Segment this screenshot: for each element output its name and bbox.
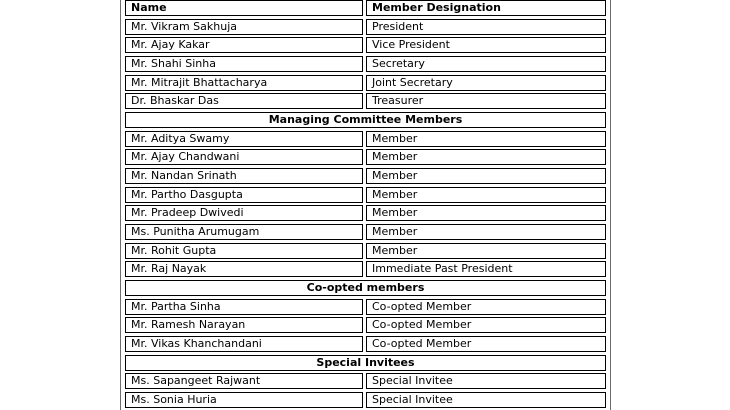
- member-designation: Member: [366, 168, 606, 184]
- member-designation: Vice President: [366, 37, 606, 53]
- member-name: Mr. Shahi Sinha: [125, 56, 363, 72]
- section-title-special: Special Invitees: [125, 355, 606, 371]
- table-row: [125, 299, 606, 315]
- member-table: [120, 0, 611, 410]
- member-name: Ms. Sapangeet Rajwant: [125, 373, 363, 389]
- member-name: Mr. Ajay Kakar: [125, 37, 363, 53]
- member-name: Mr. Ramesh Narayan: [125, 317, 363, 333]
- member-name: Mr. Mitrajit Bhattacharya: [125, 75, 363, 91]
- member-name: Mr. Aditya Swamy: [125, 131, 363, 147]
- table-row: [125, 336, 606, 352]
- member-designation: Member: [366, 224, 606, 240]
- header-name: Name: [125, 0, 363, 16]
- member-name: Mr. Nandan Srinath: [125, 168, 363, 184]
- table-header-row: [125, 0, 606, 16]
- member-designation: Member: [366, 149, 606, 165]
- member-designation: Co-opted Member: [366, 336, 606, 352]
- member-name: Mr. Vikas Khanchandani: [125, 336, 363, 352]
- member-designation: Special Invitee: [366, 392, 606, 408]
- member-name: Mr. Vikram Sakhuja: [125, 19, 363, 35]
- member-designation: Co-opted Member: [366, 299, 606, 315]
- member-name: Mr. Ajay Chandwani: [125, 149, 363, 165]
- member-name: Mr. Partha Sinha: [125, 299, 363, 315]
- member-designation: Treasurer: [366, 93, 606, 109]
- section-header-row: [125, 280, 606, 296]
- member-name: Mr. Partho Dasgupta: [125, 187, 363, 203]
- member-designation: Immediate Past President: [366, 261, 606, 277]
- table-row: [125, 75, 606, 91]
- table-row: [125, 243, 606, 259]
- table-row: [125, 93, 606, 109]
- member-name: Ms. Punitha Arumugam: [125, 224, 363, 240]
- table-row: [125, 224, 606, 240]
- section-title-coopted: Co-opted members: [125, 280, 606, 296]
- member-designation: President: [366, 19, 606, 35]
- table-row: [125, 19, 606, 35]
- member-designation: Member: [366, 131, 606, 147]
- section-header-row: [125, 112, 606, 128]
- member-designation: Co-opted Member: [366, 317, 606, 333]
- member-designation: Joint Secretary: [366, 75, 606, 91]
- member-designation: Member: [366, 205, 606, 221]
- member-name: Mr. Pradeep Dwivedi: [125, 205, 363, 221]
- member-designation: Member: [366, 187, 606, 203]
- table-row: [125, 373, 606, 389]
- table-row: [125, 37, 606, 53]
- table-row: [125, 261, 606, 277]
- section-header-row: [125, 355, 606, 371]
- member-name: Mr. Raj Nayak: [125, 261, 363, 277]
- section-title-managing: Managing Committee Members: [125, 112, 606, 128]
- table-row: [125, 149, 606, 165]
- member-name: Ms. Sonia Huria: [125, 392, 363, 408]
- table-row: [125, 205, 606, 221]
- header-designation: Member Designation: [366, 0, 606, 16]
- table-row: [125, 392, 606, 408]
- table-row: [125, 168, 606, 184]
- table-row: [125, 131, 606, 147]
- table-row: [125, 56, 606, 72]
- table-row: [125, 187, 606, 203]
- member-designation: Secretary: [366, 56, 606, 72]
- member-name: Dr. Bhaskar Das: [125, 93, 363, 109]
- member-designation: Special Invitee: [366, 373, 606, 389]
- member-designation: Member: [366, 243, 606, 259]
- table-row: [125, 317, 606, 333]
- member-name: Mr. Rohit Gupta: [125, 243, 363, 259]
